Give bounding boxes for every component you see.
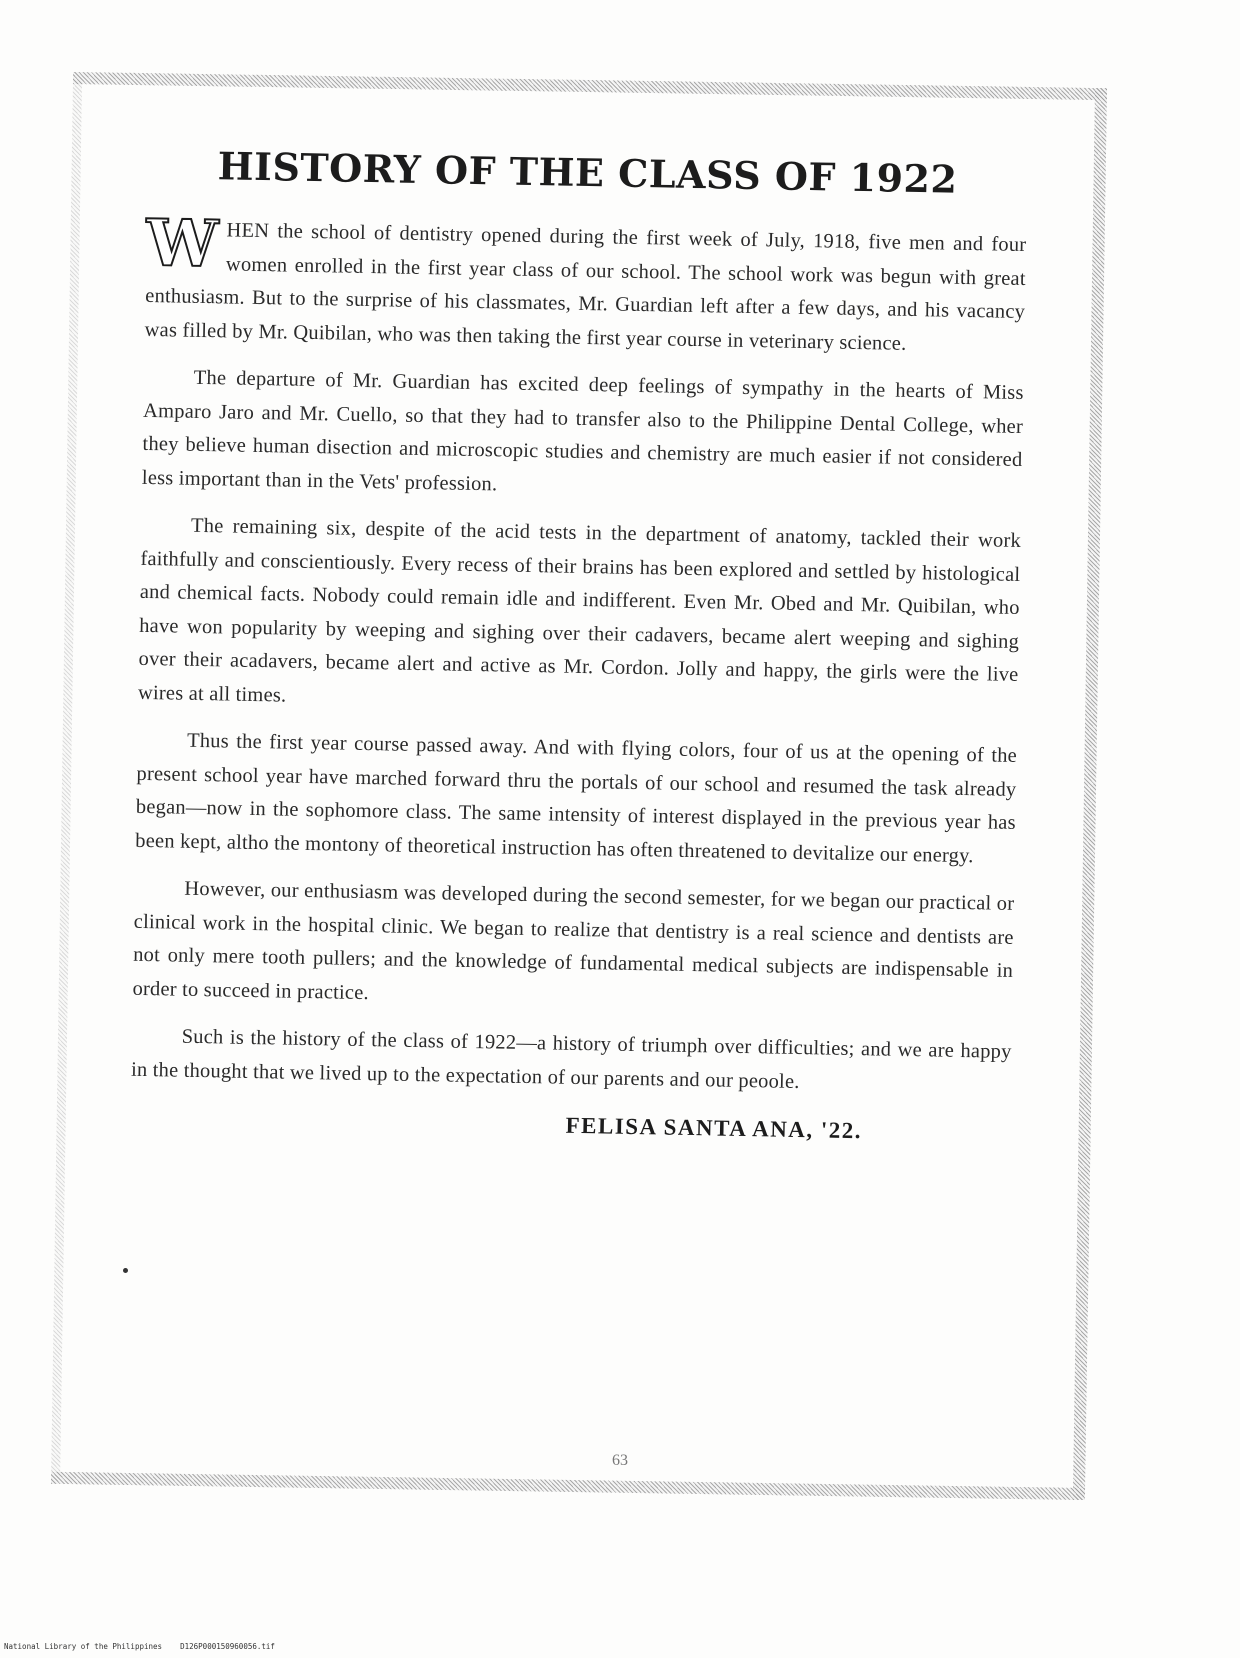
paragraph-4: Thus the first year course passed away. And with flying colors, four of us at the opening of the present school year have marched forward thru the portals of our school and resumed the task already began—now in the sophomore class. The same intensity of interest displayed in the previous year has been kept, altho the montony of theoretical instruction has often threatened to devitalize our energy.	[135, 729, 1018, 867]
paragraph-3: The remaining six, despite of the acid tests in the department of anatomy, tackled their work faithfully and conscientiously. Every recess of their brains has been explored and settled by histological and chemical facts. Nobody could remain idle and indifferent. Even Mr. Obed and Mr. Quibilan, who have won popularity by weeping and sighing over their cadavers, became alert weeping and sighing over their acadavers, became alert and active as Mr. Cordon. Jolly and happy, the girls were the live wires at all times.	[137, 514, 1022, 707]
border-top	[73, 72, 1107, 100]
paragraph-1-text: HEN the school of dentistry opened during the first week of July, 1918, five men and four women enrolled in the first year class of our school. The school work was begun with great enthusiasm. But to the surprise of his classmates, Mr. Guardian left after a few days, and his vacancy was filled by Mr. Quibilan, who was then taking the first year course in veterinary science.	[144, 219, 1027, 355]
paragraph-5: However, our enthusiasm was developed during the second semester, for we began our practical or clinical work in the hospital clinic. We began to realize that dentistry is a real science and dentists are not only mere tooth pullers; and the knowledge of fundamental medical subjects are indispensable in order to succeed in practice.	[132, 877, 1015, 1004]
paragraph-6: Such is the history of the class of 1922—a history of triumph over difficulties; and we are happy in the thought that we lived up to the expectation of our parents and our peoole.	[130, 1025, 1012, 1093]
author-signature: FELISA SANTA ANA, '22.	[565, 1112, 863, 1144]
border-left	[51, 72, 82, 1484]
paragraph-1	[144, 205, 1027, 363]
border-right	[1073, 88, 1107, 1500]
page-number: 63	[612, 1452, 628, 1469]
drop-cap: W	[145, 205, 219, 283]
paragraph-2: The departure of Mr. Guardian has excited deep feelings of sympathy in the hearts of Miss Amparo Jaro and Mr. Cuello, so that they had to transfer also to the Philippine Dental College, wher they believe human disection and microscopic studies and chemistry are much easier if not considered less important than in the Vets' profession.	[141, 366, 1024, 495]
scan-footer: National Library of the Philippines D126P000150960056.tif	[4, 1642, 275, 1651]
border-bottom	[51, 1472, 1085, 1500]
stray-mark	[123, 1268, 128, 1273]
article-body	[130, 142, 1028, 1147]
page-title: HISTORY OF THE CLASS OF 1922	[217, 143, 958, 202]
